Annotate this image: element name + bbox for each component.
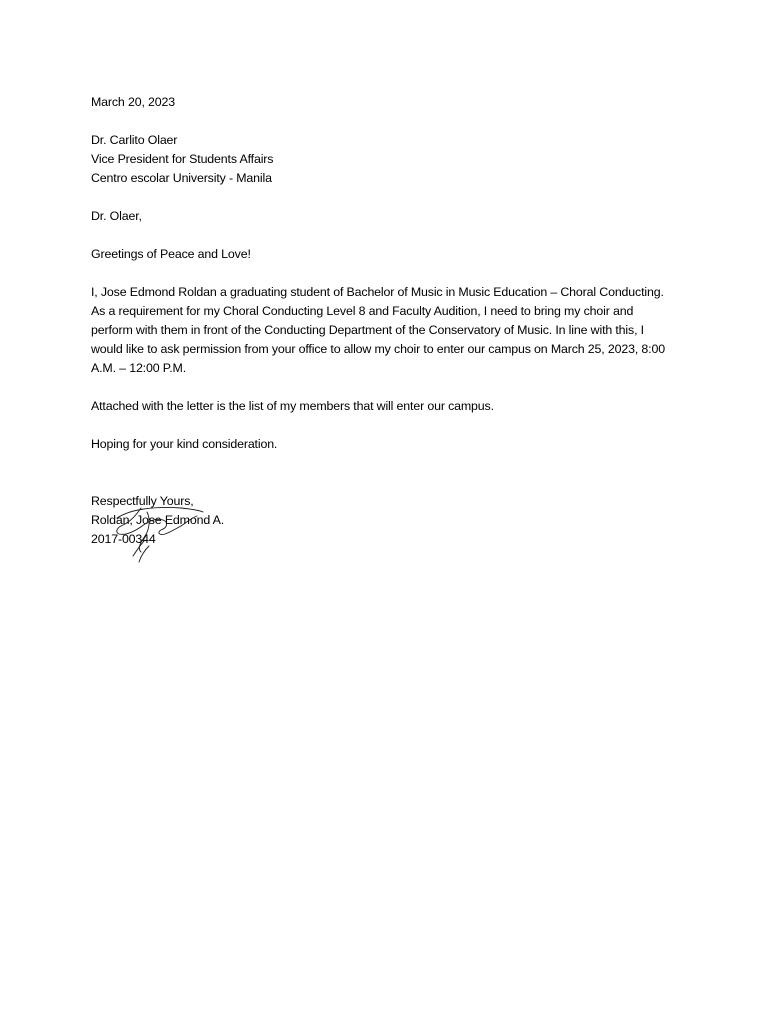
recipient-block xyxy=(91,131,677,188)
recipient-institution: Centro escolar University - Manila xyxy=(91,171,272,185)
greeting: Greetings of Peace and Love! xyxy=(91,247,251,261)
sender-id-number: 2017-00344 xyxy=(91,532,156,546)
consideration-paragraph: Hoping for your kind consideration. xyxy=(91,437,278,451)
letter-date: March 20, 2023 xyxy=(91,95,175,109)
recipient-position: Vice President for Students Affairs xyxy=(91,152,274,166)
closing-phrase: Respectfully Yours, xyxy=(91,494,194,508)
closing-block xyxy=(91,492,677,549)
request-paragraph: I, Jose Edmond Roldan a graduating student of Bachelor of Music in Music Education – Choral Conducting. As a requirement for my Choral Conducting Level 8 and Faculty Audition, I need to bring my choir and perform with them in front of the Conducting Department of the Conservatory of Music. In line with this, I would like to ask permission from your office to allow my choir to enter our campus on March 25, 2023, 8:00 A.M. – 12:00 P.M. xyxy=(91,285,665,375)
sender-name: Roldan, Jose Edmond A. xyxy=(91,513,225,527)
letter-body xyxy=(91,93,677,549)
attachment-paragraph: Attached with the letter is the list of my members that will enter our campus. xyxy=(91,399,494,413)
salutation: Dr. Olaer, xyxy=(91,209,142,223)
recipient-name: Dr. Carlito Olaer xyxy=(91,133,178,147)
